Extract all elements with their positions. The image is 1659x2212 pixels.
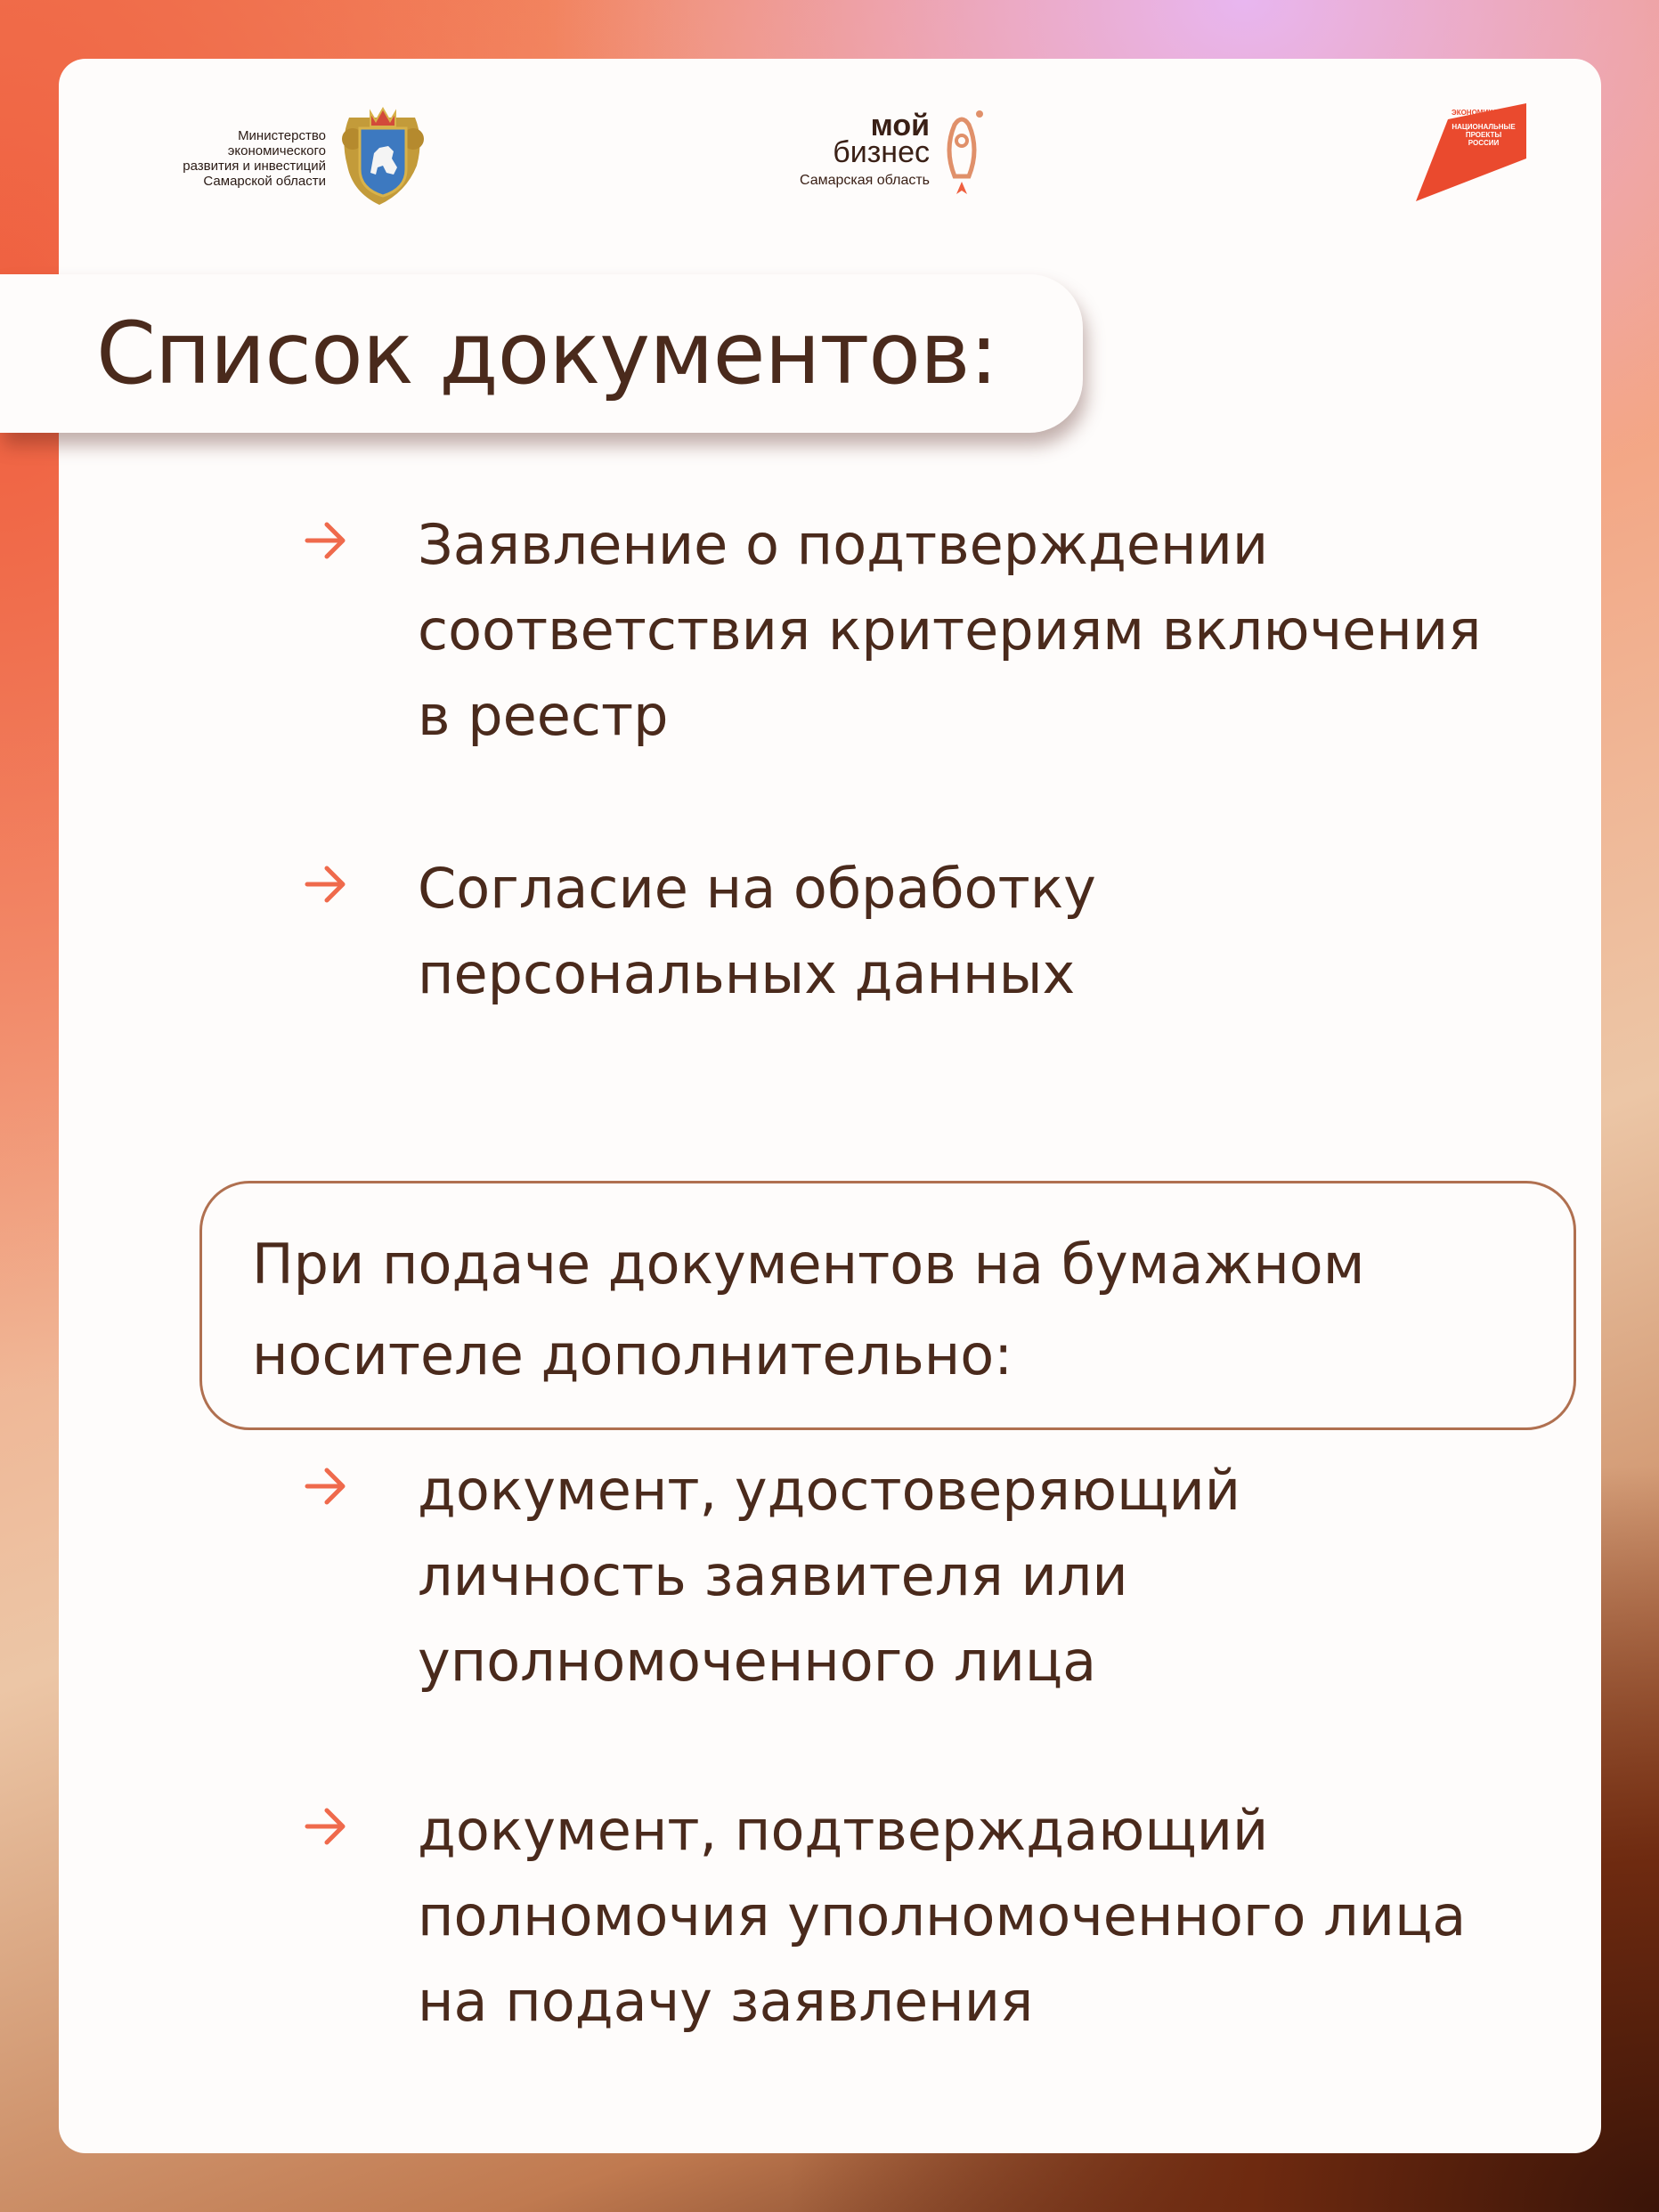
ministry-name: Министерство экономического развития и инвестиций Самарской области bbox=[183, 128, 326, 189]
mybiz-line1: мой bbox=[870, 109, 930, 142]
national-projects-logo bbox=[1416, 103, 1533, 203]
arrow-right-icon bbox=[302, 862, 350, 907]
document-item-text: Согласие на обработку персональных данных bbox=[418, 856, 1096, 1006]
coat-of-arms-icon bbox=[335, 103, 431, 210]
natproj-main-text: НАЦИОНАЛЬНЫЕ ПРОЕКТЫ РОССИИ bbox=[1452, 123, 1516, 147]
paper-submission-note bbox=[199, 1181, 1576, 1430]
ministry-logo bbox=[128, 103, 431, 210]
natproj-top-text: ЭКОНОМИКА bbox=[1452, 109, 1498, 117]
document-item-text: Заявление о подтверждении соответствия критериям включения в реестр bbox=[418, 512, 1482, 748]
arrow-right-icon bbox=[302, 1804, 350, 1849]
page-title: Список документов: bbox=[96, 304, 997, 403]
paper-document-item-text: документ, удостоверяющий личность заявителя или уполномоченного лица bbox=[418, 1458, 1241, 1694]
title-banner bbox=[0, 274, 1083, 433]
my-business-logo bbox=[787, 102, 992, 217]
header-logos bbox=[59, 59, 1601, 237]
mybiz-line2: бизнес bbox=[833, 135, 930, 169]
rocket-icon bbox=[935, 105, 988, 203]
paper-note-text: При подаче документов на бумажном носителе дополнительно: bbox=[252, 1232, 1365, 1387]
national-projects-shape bbox=[1416, 103, 1533, 203]
arrow-right-icon bbox=[302, 518, 350, 563]
arrow-right-icon bbox=[302, 1464, 350, 1509]
paper-document-item-text: документ, подтверждающий полномочия уполномоченного лица на подачу заявления bbox=[418, 1798, 1467, 2034]
mybiz-region: Самарская область bbox=[799, 173, 930, 188]
